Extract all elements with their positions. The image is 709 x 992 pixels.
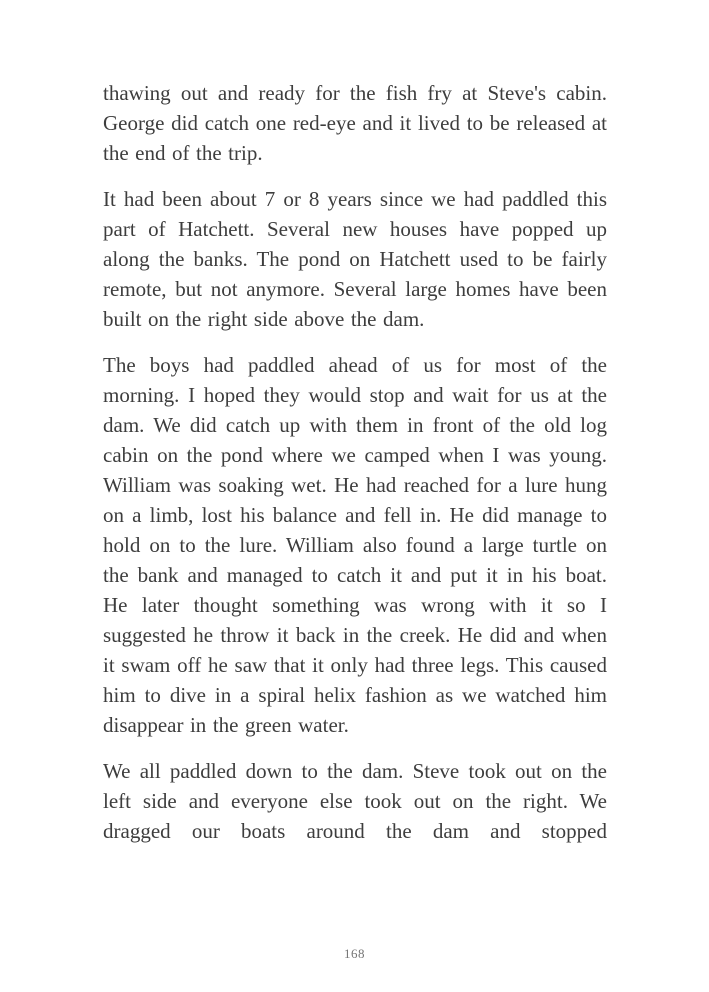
paragraph-3: The boys had paddled ahead of us for most of the morning. I hoped they would stop and wait for us at the dam. We did catch up with them in front of the old log cabin on the pond where we camped when I was young. William was soaking wet. He had reached for a lure hung on a limb, lost his balance and fell in. He did manage to hold on to the lure. William also found a large turtle on the bank and managed to catch it and put it in his boat. He later thought something was wrong with it so I suggested he throw it back in the creek. He did and when it swam off he saw that it only had three legs. This caused him to dive in a spiral helix fashion as we watched him disappear in the green water.	[103, 353, 607, 737]
page-number: 168	[344, 946, 365, 961]
paragraph-1: thawing out and ready for the fish fry at Steve's cabin. George did catch one red-eye and it lived to be released at the end of the trip.	[103, 81, 607, 165]
paragraph-2: It had been about 7 or 8 years since we had paddled this part of Hatchett. Several new houses have popped up along the banks. The pond on Hatchett used to be fairly remote, but not anymore. Several large homes have been built on the right side above the dam.	[103, 187, 607, 331]
text-block	[103, 78, 607, 846]
paragraph-4: We all paddled down to the dam. Steve took out on the left side and everyone else took out on the right. We dragged our boats around the dam and stopped	[103, 759, 607, 843]
